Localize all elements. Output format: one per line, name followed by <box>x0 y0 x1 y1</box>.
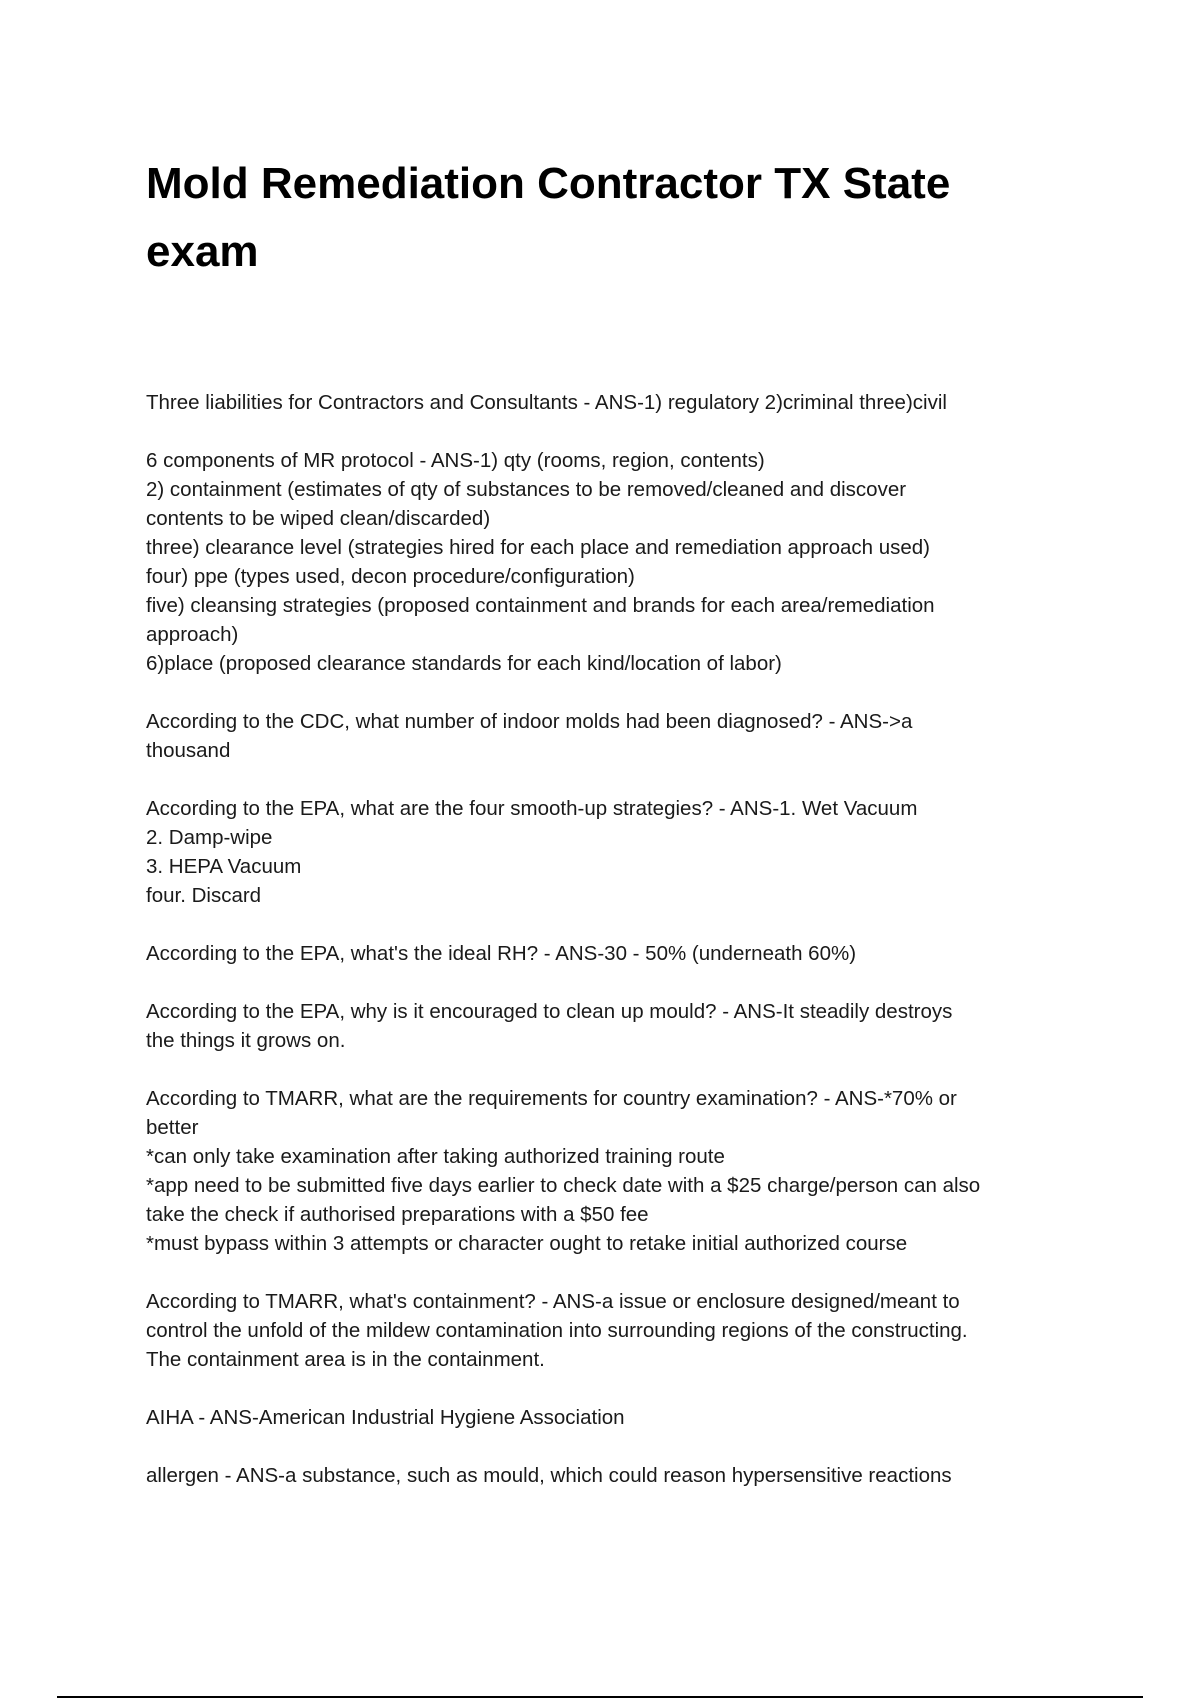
qa-text-line: three) clearance level (strategies hired for each place and remediation approach used) <box>146 536 931 559</box>
qa-list <box>146 388 1076 1519</box>
qa-text-line: better <box>146 1116 199 1139</box>
qa-text-line: four) ppe (types used, decon procedure/configuration) <box>146 565 635 588</box>
qa-text-line: 6 components of MR protocol - ANS-1) qty (rooms, region, contents) <box>146 449 765 472</box>
qa-item <box>146 707 1076 765</box>
qa-item <box>146 1084 1076 1258</box>
qa-text-line: control the unfold of the mildew contamination into surrounding regions of the constructing. <box>146 1319 968 1342</box>
qa-text-line: 3. HEPA Vacuum <box>146 855 302 878</box>
qa-text-line: *must bypass within 3 attempts or character ought to retake initial authorized course <box>146 1232 908 1255</box>
qa-text-line: thousand <box>146 739 231 762</box>
qa-text-line: Three liabilities for Contractors and Consultants - ANS-1) regulatory 2)criminal three)civil <box>146 391 947 414</box>
qa-text-line: According to the EPA, what's the ideal RH? - ANS-30 - 50% (underneath 60%) <box>146 942 857 965</box>
qa-item <box>146 794 1076 910</box>
qa-item <box>146 1461 1076 1490</box>
page-bottom-rule <box>57 1696 1143 1698</box>
qa-text-line: allergen - ANS-a substance, such as mould, which could reason hypersensitive reactions <box>146 1464 952 1487</box>
title-line: exam <box>146 227 259 276</box>
title-line: Mold Remediation Contractor TX State <box>146 159 951 208</box>
qa-item <box>146 939 1076 968</box>
qa-text-line: *can only take examination after taking authorized training route <box>146 1145 725 1168</box>
qa-text-line: 2) containment (estimates of qty of substances to be removed/cleaned and discover <box>146 478 907 501</box>
qa-text-line: the things it grows on. <box>146 1029 346 1052</box>
qa-text-line: approach) <box>146 623 239 646</box>
qa-text-line: contents to be wiped clean/discarded) <box>146 507 491 530</box>
qa-item <box>146 997 1076 1055</box>
qa-text-line: According to the CDC, what number of indoor molds had been diagnosed? - ANS->a <box>146 710 913 733</box>
qa-item <box>146 446 1076 678</box>
qa-text-line: take the check if authorised preparations with a $50 fee <box>146 1203 649 1226</box>
qa-item <box>146 1287 1076 1374</box>
document-title <box>146 150 1106 286</box>
qa-text-line: According to the EPA, what are the four smooth-up strategies? - ANS-1. Wet Vacuum <box>146 797 918 820</box>
qa-text-line: The containment area is in the containment. <box>146 1348 545 1371</box>
qa-text-line: According to TMARR, what are the requirements for country examination? - ANS-*70% or <box>146 1087 957 1110</box>
qa-item <box>146 1403 1076 1432</box>
qa-item <box>146 388 1076 417</box>
qa-text-line: AIHA - ANS-American Industrial Hygiene Association <box>146 1406 625 1429</box>
qa-text-line: 2. Damp-wipe <box>146 826 273 849</box>
qa-text-line: According to the EPA, why is it encouraged to clean up mould? - ANS-It steadily destroys <box>146 1000 953 1023</box>
qa-text-line: 6)place (proposed clearance standards for each kind/location of labor) <box>146 652 782 675</box>
qa-text-line: five) cleansing strategies (proposed containment and brands for each area/remediation <box>146 594 935 617</box>
qa-text-line: *app need to be submitted five days earlier to check date with a $25 charge/person can also <box>146 1174 981 1197</box>
qa-text-line: four. Discard <box>146 884 262 907</box>
qa-text-line: According to TMARR, what's containment? - ANS-a issue or enclosure designed/meant to <box>146 1290 960 1313</box>
